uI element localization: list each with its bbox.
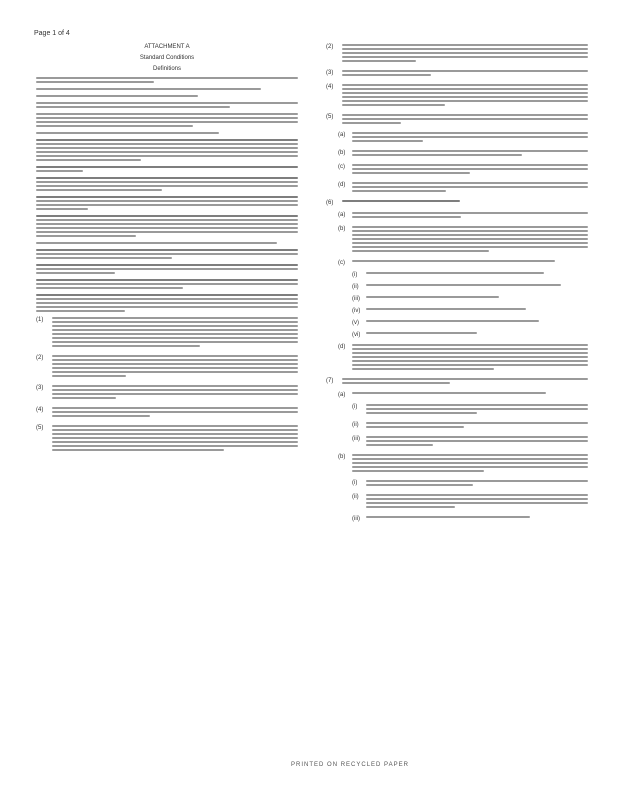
definition-paragraph <box>36 279 298 289</box>
sub-item: (iii) <box>352 296 588 302</box>
numbered-item: (5) <box>326 114 588 126</box>
sub-item: (ii) <box>352 284 588 290</box>
attachment-heading: ATTACHMENT A <box>144 44 190 50</box>
numbered-item: (4) <box>326 84 588 108</box>
definition-paragraph <box>36 294 298 312</box>
conditions-heading: Standard Conditions <box>139 55 195 61</box>
sub-item: (iii) <box>352 516 588 522</box>
sub-item: (b) <box>338 454 588 474</box>
definition-paragraph <box>36 77 298 83</box>
definition-paragraph <box>36 166 298 172</box>
numbered-item: (7) <box>326 378 588 386</box>
sub-item: (d) <box>338 182 588 194</box>
definition-paragraph <box>36 102 298 108</box>
left-column <box>36 44 298 459</box>
definition-paragraph <box>36 264 298 274</box>
numbered-item: (4) <box>36 407 298 419</box>
sub-item: (v) <box>352 320 588 326</box>
recycled-paper-footer: PRINTED ON RECYCLED PAPER <box>291 762 409 768</box>
page-number: Page 1 of 4 <box>34 30 70 37</box>
definitions-heading: Definitions <box>152 66 181 72</box>
definition-paragraph <box>36 95 298 97</box>
numbered-item: (3) <box>326 70 588 78</box>
sub-item: (iii) <box>352 436 588 448</box>
sub-item: (b) <box>338 226 588 254</box>
sub-item: (ii) <box>352 422 588 430</box>
definition-paragraph <box>36 132 298 134</box>
sub-item: (i) <box>352 480 588 488</box>
definition-paragraph <box>36 113 298 127</box>
definition-paragraph <box>36 215 298 237</box>
sub-item: (i) <box>352 272 588 278</box>
definition-paragraph <box>36 139 298 161</box>
definition-paragraph <box>36 249 298 259</box>
numbered-item: (1) <box>36 317 298 349</box>
numbered-item: (2) <box>36 355 298 379</box>
numbered-item: (6) <box>326 200 588 206</box>
definition-paragraph <box>36 196 298 210</box>
sub-item: (ii) <box>352 494 588 510</box>
numbered-item: (5) <box>36 425 298 453</box>
definition-paragraph <box>36 242 298 244</box>
numbered-item: (3) <box>36 385 298 401</box>
right-column <box>326 44 588 528</box>
sub-item: (d) <box>338 344 588 372</box>
sub-item: (a) <box>338 132 588 144</box>
numbered-item: (2) <box>326 44 588 64</box>
sub-item: (a) <box>338 392 588 398</box>
definition-paragraph <box>36 88 298 90</box>
sub-item: (i) <box>352 404 588 416</box>
sub-item: (a) <box>338 212 588 220</box>
sub-item: (iv) <box>352 308 588 314</box>
sub-item: (c) <box>338 164 588 176</box>
sub-item: (b) <box>338 150 588 158</box>
sub-item: (c) <box>338 260 588 266</box>
definition-paragraph <box>36 177 298 191</box>
sub-item: (vi) <box>352 332 588 338</box>
